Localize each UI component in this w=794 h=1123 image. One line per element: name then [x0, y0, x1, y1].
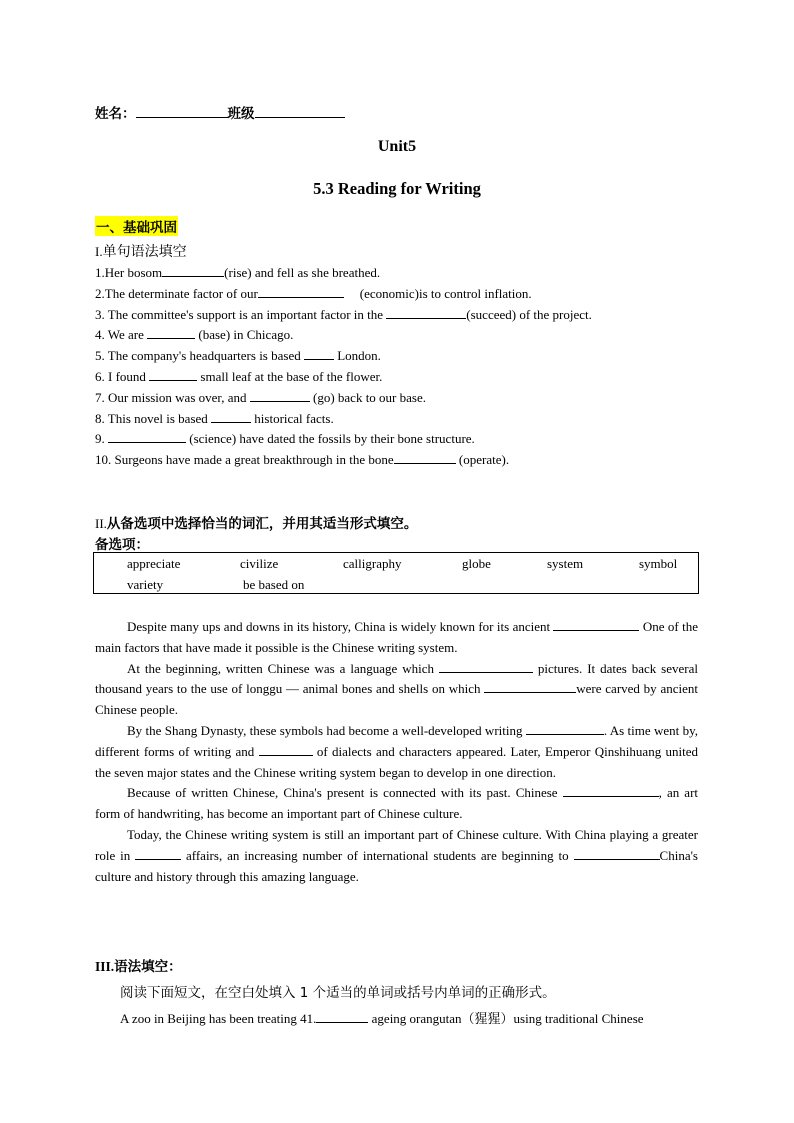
part1-title: 单句语法填空	[102, 244, 187, 260]
item-text: 1.Her bosom	[95, 265, 163, 280]
passage-text: Despite many ups and downs in its history, China is widely known for its ancient	[127, 619, 554, 634]
passage-text: pictures. It dates back several thousand years to the use of longgu — animal bones and shells on which	[95, 660, 698, 697]
item-text: (base) in Chicago.	[195, 327, 294, 342]
item-text: (succeed) of the project.	[466, 307, 592, 322]
grammar-item-7	[95, 389, 426, 406]
item-text: 4. We are	[95, 327, 148, 342]
passage-paragraph-1	[95, 617, 698, 659]
passage-paragraph-2	[95, 659, 698, 721]
item-text: London.	[333, 348, 381, 363]
part3-instruction: 阅读下面短文，在空白处填入 1 个适当的单词或括号内单词的正确形式。	[120, 985, 556, 1001]
answer-blank[interactable]	[211, 410, 251, 423]
item-text: 5. The company's headquarters is based	[95, 348, 304, 363]
name-label: 姓名：	[95, 106, 136, 122]
answer-blank[interactable]	[553, 618, 639, 631]
item-text: 10. Surgeons have made a great breakthrough in the bone	[95, 452, 394, 467]
grammar-item-5	[95, 347, 381, 364]
answer-blank[interactable]	[135, 847, 181, 860]
class-blank[interactable]	[255, 105, 345, 118]
answer-blank[interactable]	[439, 660, 533, 673]
passage-text: , an art form of handwriting, has become an important part of Chinese culture.	[95, 785, 699, 822]
answer-blank[interactable]	[147, 326, 195, 339]
passage	[95, 617, 698, 887]
answer-blank[interactable]	[258, 285, 344, 298]
option-word: globe	[462, 556, 491, 571]
passage-paragraph-4	[95, 783, 698, 825]
item-text: (rise) and fell as she breathed.	[224, 265, 381, 280]
option-word: appreciate	[127, 556, 181, 571]
passage-paragraph-5	[95, 825, 698, 887]
answer-blank[interactable]	[250, 389, 310, 402]
answer-blank[interactable]	[162, 264, 224, 277]
grammar-item-3	[95, 306, 592, 323]
answer-blank[interactable]	[108, 430, 186, 443]
item-text: 7. Our mission was over, and	[95, 390, 250, 405]
item-text: (operate).	[455, 452, 510, 467]
passage-text: A zoo in Beijing has been treating 41.	[120, 1011, 317, 1026]
option-word: symbol	[639, 556, 678, 571]
class-label: 班级	[227, 106, 255, 122]
word-options-box	[93, 552, 699, 594]
answer-blank[interactable]	[574, 847, 660, 860]
part3-heading	[95, 955, 182, 975]
lesson-title: 5.3 Reading for Writing	[313, 179, 481, 198]
part3-text	[120, 1008, 700, 1027]
part3-title: 语法填空：	[114, 959, 182, 975]
item-text: 2.The determinate factor of our	[95, 286, 258, 301]
unit-title: Unit5	[377, 138, 417, 155]
passage-text: One of the main factors that have made it possible is the Chinese writing system.	[95, 619, 698, 655]
answer-blank[interactable]	[563, 784, 659, 797]
item-text: 6. I found	[95, 369, 150, 384]
passage-text: of dialects and characters appeared. Later, Emperor Qinshihuang united the seven major states and the Chinese writing system began to develop in one direction.	[95, 743, 698, 780]
option-word: system	[547, 556, 584, 571]
part2-roman: II.	[95, 516, 107, 531]
item-text: 3. The committee's support is an important factor in the	[95, 307, 387, 322]
item-text: 8. This novel is based	[95, 411, 212, 426]
passage-text: At the beginning, written Chinese was a language which	[127, 660, 439, 676]
options-label: 备选项：	[95, 537, 149, 553]
answer-blank[interactable]	[484, 680, 576, 693]
item-text: (economic)is to control inflation.	[359, 286, 532, 301]
passage-text: . As time went by, different forms of writing and	[95, 722, 698, 759]
section-heading-basics: 一、基础巩固	[95, 216, 178, 236]
answer-blank[interactable]	[149, 368, 197, 381]
part3-roman: III.	[95, 959, 115, 974]
answer-blank[interactable]	[386, 306, 466, 319]
part1-roman: I.	[95, 244, 103, 259]
passage-text: Today, the Chinese writing system is still an important part of Chinese culture. With China playing a greater role in	[95, 826, 698, 863]
part1-heading	[95, 241, 187, 261]
passage-text: ageing orangutan（猩猩）using traditional Chinese	[368, 1011, 644, 1026]
passage-text: affairs, an increasing number of international students are beginning to	[181, 847, 574, 863]
option-word: variety	[127, 577, 164, 592]
passage-paragraph-3	[95, 721, 698, 783]
option-word: civilize	[240, 556, 279, 571]
grammar-item-2	[95, 285, 532, 302]
answer-blank[interactable]	[394, 451, 456, 464]
part2-title: 从备选项中选择恰当的词汇，并用其适当形式填空。	[106, 516, 418, 532]
option-word: calligraphy	[343, 556, 402, 571]
grammar-item-9	[95, 430, 475, 447]
grammar-item-6	[95, 368, 382, 385]
passage-text: Because of written Chinese, China's present is connected with its past. Chinese	[127, 785, 563, 801]
grammar-item-10	[95, 451, 509, 468]
student-info-header	[95, 102, 345, 122]
answer-blank-41[interactable]	[316, 1010, 368, 1023]
item-text: historical facts.	[251, 411, 334, 426]
passage-text: China's culture and history through this amazing language.	[95, 847, 698, 884]
passage-text: were carved by ancient Chinese people.	[95, 681, 698, 718]
part2-heading	[95, 512, 417, 532]
answer-blank[interactable]	[526, 722, 604, 735]
answer-blank[interactable]	[259, 743, 313, 756]
name-blank[interactable]	[136, 105, 228, 118]
grammar-item-8	[95, 410, 334, 427]
grammar-item-4	[95, 326, 293, 343]
item-text: (science) have dated the fossils by their bone structure.	[186, 431, 475, 446]
grammar-item-1	[95, 264, 380, 281]
answer-blank[interactable]	[304, 347, 334, 360]
item-text: (go) back to our base.	[309, 390, 426, 405]
item-text: small leaf at the base of the flower.	[197, 369, 383, 384]
passage-text: By the Shang Dynasty, these symbols had become a well-developed writing	[127, 722, 526, 738]
item-text: 9.	[95, 431, 108, 446]
option-word: be based on	[243, 577, 305, 592]
